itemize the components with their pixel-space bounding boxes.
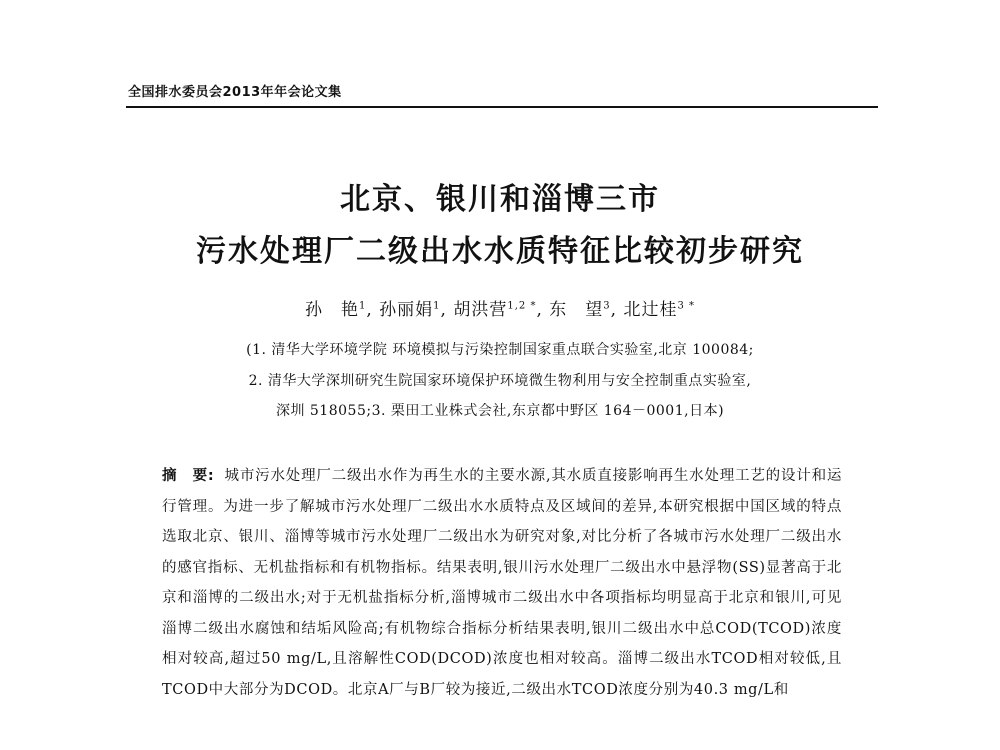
header-rule: [126, 106, 878, 108]
abstract-label: 摘 要:: [162, 468, 215, 484]
title-line-1: 北京、银川和淄博三市: [340, 182, 660, 217]
title-line-2: 污水处理厂二级出水水质特征比较初步研究: [196, 234, 804, 269]
author: 东 望$^3$,: [549, 300, 618, 320]
abstract: [162, 461, 842, 705]
affiliation-line-1: (1. 清华大学环境学院 环境模拟与污染控制国家重点联合实验室,北京 100084;: [246, 342, 754, 358]
author: 孙丽娟$^1$,: [379, 300, 447, 320]
affiliation-line-2: 2. 清华大学深圳研究生院国家环境保护环境微生物利用与安全控制重点实验室,: [248, 373, 752, 389]
abstract-text: 城市污水处理厂二级出水作为再生水的主要水源,其水质直接影响再生水处理工艺的设计和运行管理。为进一步了解城市污水处理厂二级出水水质特点及区域间的差异,本研究根据中国区域的特点选取北京、银川、淄博等城市污水处理厂二级出水为研究对象,对比分析了各城市污水处理厂二级出水的感官指标、无机盐指标和有机物指标。结果表明,银川污水处理厂二级出水中悬浮物(SS)显著高于北京和淄博的二级出水;对于无机盐指标分析,淄博城市二级出水中各项指标均明显高于北京和银川,可见淄博二级出水腐蚀和结垢风险高;有机物综合指标分析结果表明,银川二级出水中总COD(TCOD)浓度相对较高,超过50 mg/L,且溶解性COD(DCOD)浓度也相对较高。淄博二级出水TCOD相对较低,且TCOD中大部分为DCOD。北京A厂与B厂较为接近,二级出水TCOD浓度分别为40.3 mg/L和: [162, 468, 842, 698]
author: 胡洪营$^{1,2 *}$,: [453, 300, 543, 320]
affiliation-line-3: 深圳 518055;3. 栗田工业株式会社,东京都中野区 164－0001,日本): [275, 403, 725, 419]
author: 北辻桂$^{3 *}$: [623, 300, 695, 320]
author-list: [0, 295, 1000, 320]
author: 孙 艳$^1$,: [304, 300, 373, 320]
running-head: 全国排水委员会2013年年会论文集: [128, 85, 342, 100]
